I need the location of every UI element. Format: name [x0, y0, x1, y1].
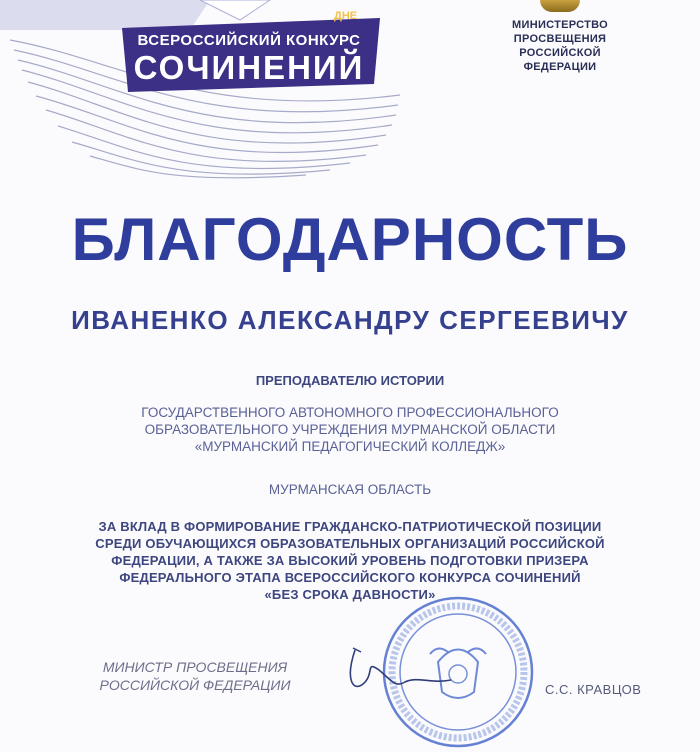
contest-subtitle: ВСЕРОССИЙСКИЙ КОНКУРС [137, 32, 361, 49]
organization-line: «МУРМАНСКИЙ ПЕДАГОГИЧЕСКИЙ КОЛЛЕДЖ» [194, 439, 506, 454]
reason-line: ФЕДЕРАЛЬНОГО ЭТАПА ВСЕРОССИЙСКОГО КОНКУРСА СОЧИНЕНИЙ [119, 570, 581, 585]
certificate-title: БЛАГОДАРНОСТЬ [71, 206, 629, 273]
signer-role-line: РОССИЙСКОЙ ФЕДЕРАЦИИ [99, 677, 291, 693]
organization-line: ГОСУДАРСТВЕННОГО АВТОНОМНОГО ПРОФЕССИОНАЛЬНОГО [141, 405, 559, 420]
signer-name: С.С. КРАВЦОВ [545, 682, 642, 697]
ministry-line: МИНИСТЕРСТВО [512, 19, 608, 31]
reason-line: ЗА ВКЛАД В ФОРМИРОВАНИЕ ГРАЖДАНСКО-ПАТРИОТИЧЕСКОЙ ПОЗИЦИИ [98, 519, 602, 534]
ministry-line: ПРОСВЕЩЕНИЯ [513, 33, 607, 45]
reason-line: «БЕЗ СРОКА ДАВНОСТИ» [264, 587, 436, 602]
reason-line: СРЕДИ ОБУЧАЮЩИХСЯ ОБРАЗОВАТЕЛЬНЫХ ОРГАНИЗАЦИЙ РОССИЙСКОЙ [95, 536, 605, 551]
award-reason [0, 518, 700, 603]
coat-of-arms-icon [540, 0, 580, 12]
reason-line: ФЕДЕРАЦИИ, А ТАКЖЕ ЗА ВЫСОКИЙ УРОВЕНЬ ПОДГОТОВКИ ПРИЗЕРА [111, 553, 589, 568]
recipient-name: ИВАНЕНКО АЛЕКСАНДРУ СЕРГЕЕВИЧУ [71, 305, 629, 335]
region: МУРМАНСКАЯ ОБЛАСТЬ [268, 482, 432, 497]
ministry-header [480, 0, 640, 80]
ministry-line: РОССИЙСКОЙ [519, 47, 601, 59]
organization-line: ОБРАЗОВАТЕЛЬНОГО УЧРЕЖДЕНИЯ МУРМАНСКОЙ ОБЛАСТИ [144, 422, 556, 437]
signer-role [90, 658, 300, 694]
contest-title: СОЧИНЕНИЙ [133, 49, 365, 86]
signer-role-line: МИНИСТР ПРОСВЕЩЕНИЯ [102, 659, 288, 675]
contest-banner [118, 10, 380, 94]
organization [0, 404, 700, 455]
signature-icon [335, 640, 455, 700]
recipient-position: ПРЕПОДАВАТЕЛЮ ИСТОРИИ [255, 373, 445, 388]
banner-top-fragment: ДНЕ [334, 10, 358, 22]
ministry-line: ФЕДЕРАЦИИ [523, 61, 597, 73]
